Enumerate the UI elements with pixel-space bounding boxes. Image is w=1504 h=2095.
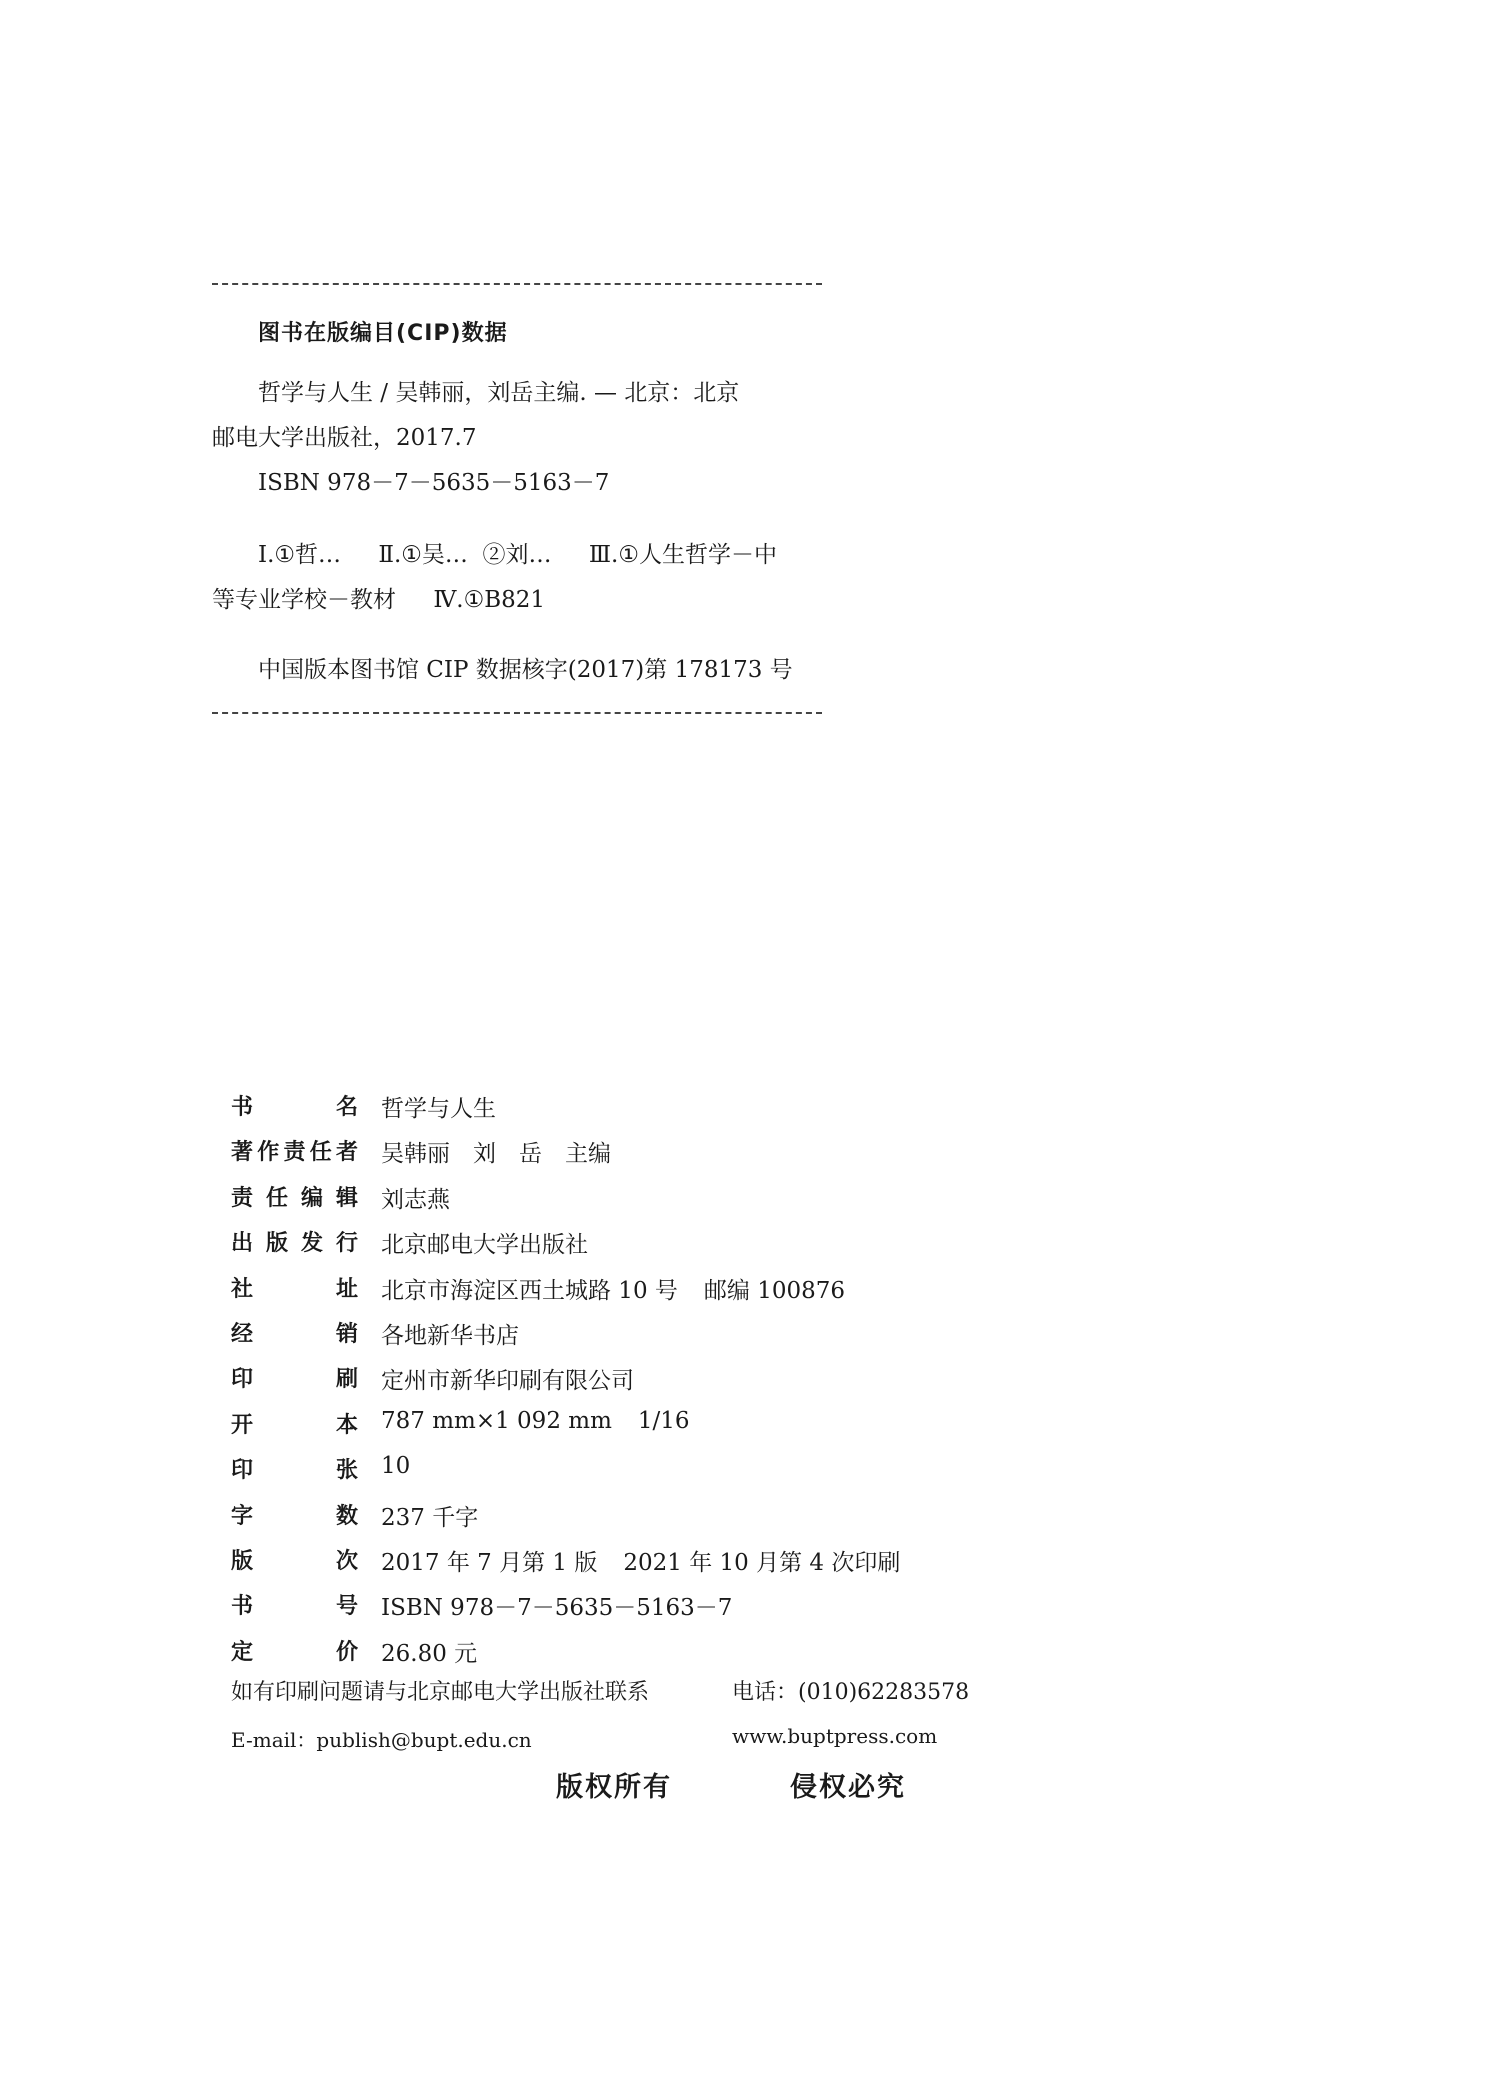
colophon-label bbox=[231, 1135, 358, 1166]
colophon-label-char: 者 bbox=[335, 1140, 358, 1165]
cip-line-1: 哲学与人生 / 吴韩丽，刘岳主编. — 北京：北京 bbox=[258, 380, 740, 406]
colophon-value-text: 787 mm×1 092 mm bbox=[381, 1408, 612, 1434]
colophon-label-char: 任 bbox=[265, 1186, 288, 1211]
colophon-label bbox=[231, 1408, 358, 1439]
colophon-label-char: 经 bbox=[231, 1322, 254, 1347]
colophon-value bbox=[381, 1090, 496, 1123]
colophon-label-char: 编 bbox=[300, 1186, 323, 1211]
colophon-label-char: 数 bbox=[335, 1504, 358, 1529]
colophon-value-text: 吴韩丽 刘 岳 主编 bbox=[381, 1141, 611, 1167]
colophon-label-char: 名 bbox=[335, 1095, 358, 1120]
colophon-label-char: 作 bbox=[257, 1140, 280, 1165]
colophon-label bbox=[231, 1317, 358, 1348]
colophon-value bbox=[381, 1135, 611, 1168]
cip-top-divider bbox=[212, 283, 822, 285]
colophon-label bbox=[231, 1635, 358, 1666]
colophon-label bbox=[231, 1589, 358, 1620]
colophon-label-char: 价 bbox=[335, 1640, 358, 1665]
colophon-value-text: 10 bbox=[381, 1453, 411, 1479]
cip-record-number: 中国版本图书馆 CIP 数据核字(2017)第 178173 号 bbox=[258, 657, 793, 683]
colophon-label-char: 责 bbox=[283, 1140, 306, 1165]
colophon-value-text: 哲学与人生 bbox=[381, 1096, 496, 1122]
colophon-label bbox=[231, 1453, 358, 1484]
colophon-label bbox=[231, 1090, 358, 1121]
colophon-label-char: 版 bbox=[231, 1549, 254, 1574]
colophon-label-char: 印 bbox=[231, 1458, 254, 1483]
publisher-website: www.buptpress.com bbox=[732, 1724, 938, 1748]
copyright-reserved: 版权所有 bbox=[556, 1772, 672, 1803]
colophon-label-char: 销 bbox=[335, 1322, 358, 1347]
colophon-value-text: 定州市新华印刷有限公司 bbox=[381, 1368, 634, 1394]
colophon-label-char: 字 bbox=[231, 1504, 254, 1529]
colophon-label-char: 版 bbox=[265, 1231, 288, 1256]
colophon-label bbox=[231, 1181, 358, 1212]
colophon-label-char: 行 bbox=[335, 1231, 358, 1256]
colophon-label bbox=[231, 1544, 358, 1575]
colophon-value-text: 237 千字 bbox=[381, 1505, 479, 1531]
colophon-value-text: 各地新华书店 bbox=[381, 1323, 519, 1349]
colophon-value-extra: 2021 年 10 月第 4 次印刷 bbox=[623, 1550, 901, 1576]
colophon-label-char: 出 bbox=[231, 1231, 254, 1256]
colophon-value-extra: 1/16 bbox=[637, 1408, 690, 1434]
colophon-label-char: 书 bbox=[231, 1095, 254, 1120]
publisher-email: E-mail：publish@bupt.edu.cn bbox=[231, 1728, 532, 1752]
cip-classification-line-2 bbox=[212, 581, 545, 614]
issue-note: 如有印刷问题请与北京邮电大学出版社联系 bbox=[231, 1680, 650, 1705]
colophon-label bbox=[231, 1362, 358, 1393]
colophon-value bbox=[381, 1181, 450, 1214]
cip-isbn: ISBN 978－7－5635－5163－7 bbox=[258, 470, 610, 496]
colophon-label-char: 址 bbox=[335, 1277, 358, 1302]
colophon-value bbox=[381, 1226, 588, 1259]
colophon-label-char: 社 bbox=[231, 1277, 254, 1302]
colophon-label-char: 开 bbox=[231, 1413, 254, 1438]
infringement-notice: 侵权必究 bbox=[790, 1772, 906, 1803]
class-item: Ⅱ.①吴… ②刘… bbox=[378, 542, 552, 568]
class-item: Ⅲ.①人生哲学－中 bbox=[588, 542, 777, 568]
colophon-label-char: 号 bbox=[335, 1594, 358, 1619]
class-item: Ⅰ.①哲… bbox=[258, 542, 342, 568]
colophon-label-char: 印 bbox=[231, 1367, 254, 1392]
colophon-value bbox=[381, 1272, 845, 1305]
colophon-label-char: 著 bbox=[231, 1140, 254, 1165]
colophon-value-text: 2017 年 7 月第 1 版 bbox=[381, 1550, 598, 1576]
colophon-label-char: 任 bbox=[309, 1140, 332, 1165]
colophon-label-char: 书 bbox=[231, 1594, 254, 1619]
publisher-phone: 电话：(010)62283578 bbox=[732, 1680, 970, 1705]
colophon-value-text: 26.80 元 bbox=[381, 1641, 478, 1667]
colophon-label-char: 责 bbox=[231, 1186, 254, 1211]
colophon-value bbox=[381, 1589, 732, 1622]
colophon-value bbox=[381, 1499, 478, 1532]
colophon-value-extra: 邮编 100876 bbox=[703, 1278, 846, 1304]
colophon-label-char: 张 bbox=[335, 1458, 358, 1483]
colophon-label bbox=[231, 1499, 358, 1530]
class-item: 等专业学校－教材 bbox=[212, 587, 396, 613]
colophon-value bbox=[381, 1544, 900, 1577]
colophon-label-char: 刷 bbox=[335, 1367, 358, 1392]
class-item: Ⅳ.①B821 bbox=[433, 587, 546, 613]
cip-line-2: 邮电大学出版社，2017.7 bbox=[212, 425, 477, 451]
colophon-value bbox=[381, 1362, 634, 1395]
colophon-value bbox=[381, 1453, 410, 1479]
colophon-label bbox=[231, 1272, 358, 1303]
colophon-label bbox=[231, 1226, 358, 1257]
cip-bottom-divider bbox=[212, 712, 822, 714]
colophon-label-char: 辑 bbox=[335, 1186, 358, 1211]
colophon-value bbox=[381, 1408, 690, 1434]
colophon-label-char: 发 bbox=[300, 1231, 323, 1256]
colophon-value bbox=[381, 1635, 477, 1668]
colophon-value bbox=[381, 1317, 519, 1350]
cip-classification-line-1 bbox=[258, 536, 777, 569]
colophon-value-text: 刘志燕 bbox=[381, 1187, 450, 1213]
colophon-label-char: 次 bbox=[335, 1549, 358, 1574]
colophon-value-text: 北京市海淀区西土城路 10 号 bbox=[381, 1278, 678, 1304]
colophon-label-char: 本 bbox=[335, 1413, 358, 1438]
colophon-value-text: 北京邮电大学出版社 bbox=[381, 1232, 588, 1258]
colophon-label-char: 定 bbox=[231, 1640, 254, 1665]
cip-title: 图书在版编目(CIP)数据 bbox=[258, 321, 508, 346]
colophon-value-text: ISBN 978－7－5635－5163－7 bbox=[381, 1595, 733, 1621]
